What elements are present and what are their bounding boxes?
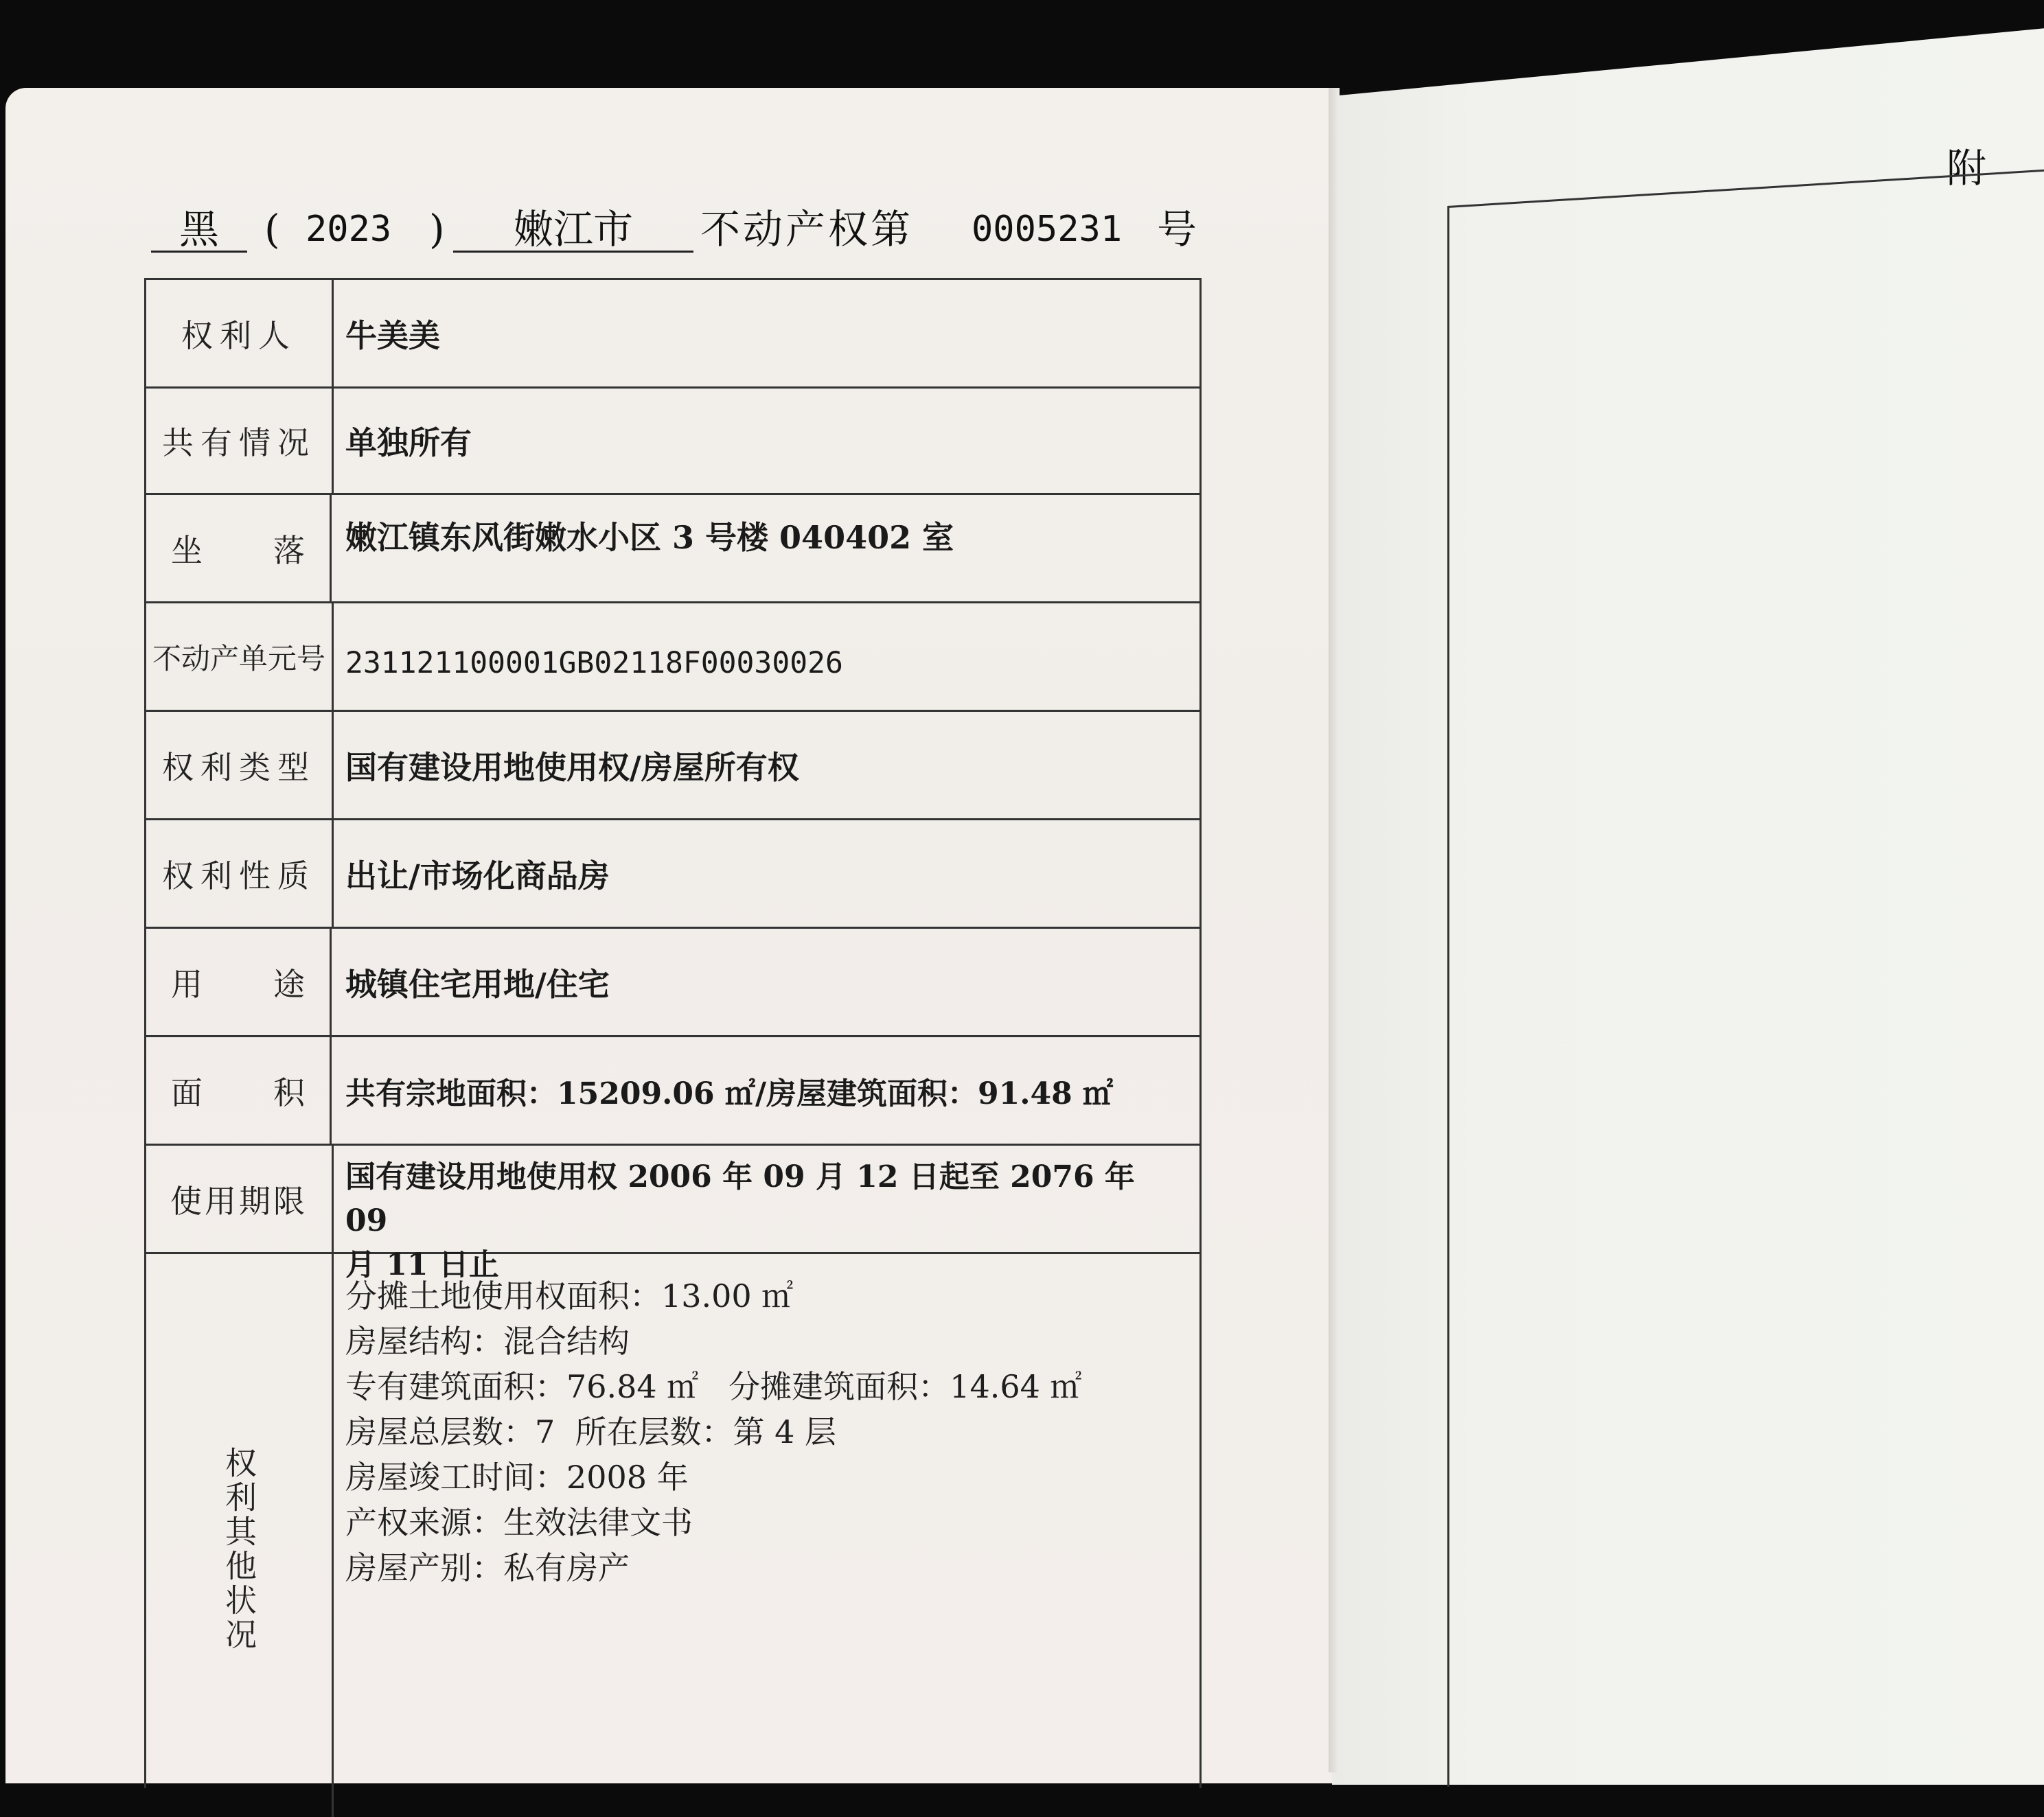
other-line: 分摊土地使用权面积：13.00 ㎡	[345, 1277, 794, 1315]
paren-open: (	[264, 206, 280, 253]
table-row	[146, 389, 1199, 495]
label-char: 途	[273, 965, 305, 1003]
usage-value: 城镇住宅用地/住宅	[345, 965, 610, 1003]
table-row	[146, 495, 1199, 603]
row-label: 权利性质	[146, 820, 334, 927]
other-line: 房屋产别：私有房产	[345, 1549, 630, 1586]
table-row	[146, 280, 1199, 389]
right-holder-value: 牛美美	[345, 316, 440, 354]
other-line: 房屋竣工时间：2008 年	[345, 1459, 689, 1496]
cert-number: 0005231	[972, 209, 1123, 250]
appendix-title: 附	[1947, 145, 1987, 192]
label-char: 积	[273, 1074, 305, 1111]
other-line: 房屋总层数：7 所在层数：第 4 层	[345, 1413, 837, 1450]
other-status-label-cell	[146, 1254, 334, 1817]
certificate-header	[151, 196, 1215, 257]
table-row	[146, 1037, 1199, 1146]
city-field: 嫩江市	[453, 208, 693, 253]
table-row	[146, 712, 1199, 820]
row-label: 权利类型	[146, 712, 334, 818]
row-label	[146, 1037, 332, 1144]
property-rights-table	[144, 278, 1202, 1788]
right-nature-value: 出让/市场化商品房	[345, 857, 610, 894]
appendix-frame	[1447, 168, 2044, 1787]
row-label: 使用期限	[146, 1146, 334, 1252]
row-label: 权利人	[146, 280, 334, 386]
cert-suffix: 号	[1157, 206, 1197, 253]
book-spine	[1329, 88, 1340, 1772]
other-line: 房屋结构：混合结构	[345, 1323, 630, 1360]
year-field: 2023	[306, 209, 392, 250]
row-label	[146, 929, 332, 1035]
label-char: 面	[171, 1074, 203, 1111]
label-char: 落	[273, 531, 305, 569]
table-row	[146, 603, 1199, 712]
other-status-label: 权利其他状况	[220, 1446, 257, 1652]
other-line: 专有建筑面积：76.84 ㎡ 分摊建筑面积：14.64 ㎡	[345, 1368, 1082, 1405]
term-line-1: 国有建设用地使用权 2006 年 09 月 12 日起至 2076 年 09	[345, 1159, 1135, 1238]
table-row	[146, 1146, 1199, 1282]
row-label	[146, 495, 332, 601]
other-status-row	[146, 1254, 1199, 1817]
other-line: 产权来源：生效法律文书	[345, 1504, 693, 1541]
row-label: 共有情况	[146, 389, 334, 493]
right-type-value: 国有建设用地使用权/房屋所有权	[345, 748, 799, 786]
other-status-lines	[345, 1273, 1082, 1590]
cert-prefix: 不动产权第	[700, 206, 914, 253]
area-value: 共有宗地面积：15209.06 ㎡/房屋建筑面积：91.48 ㎡	[345, 1076, 1114, 1111]
term-value	[345, 1146, 1186, 1282]
paren-close: )	[429, 206, 445, 253]
row-label: 不动产单元号	[146, 603, 334, 710]
co-ownership-value: 单独所有	[345, 424, 472, 461]
table-row	[146, 820, 1199, 929]
label-char: 用	[171, 965, 203, 1003]
label-char: 坐	[171, 531, 203, 569]
province-field: 黑	[151, 208, 247, 253]
term-line-2: 月 11 日止	[345, 1247, 499, 1282]
location-value: 嫩江镇东风街嫩水小区 3 号楼 040402 室	[345, 519, 954, 556]
table-row	[146, 929, 1199, 1037]
unit-number-value: 231121100001GB02118F00030026	[345, 645, 843, 680]
